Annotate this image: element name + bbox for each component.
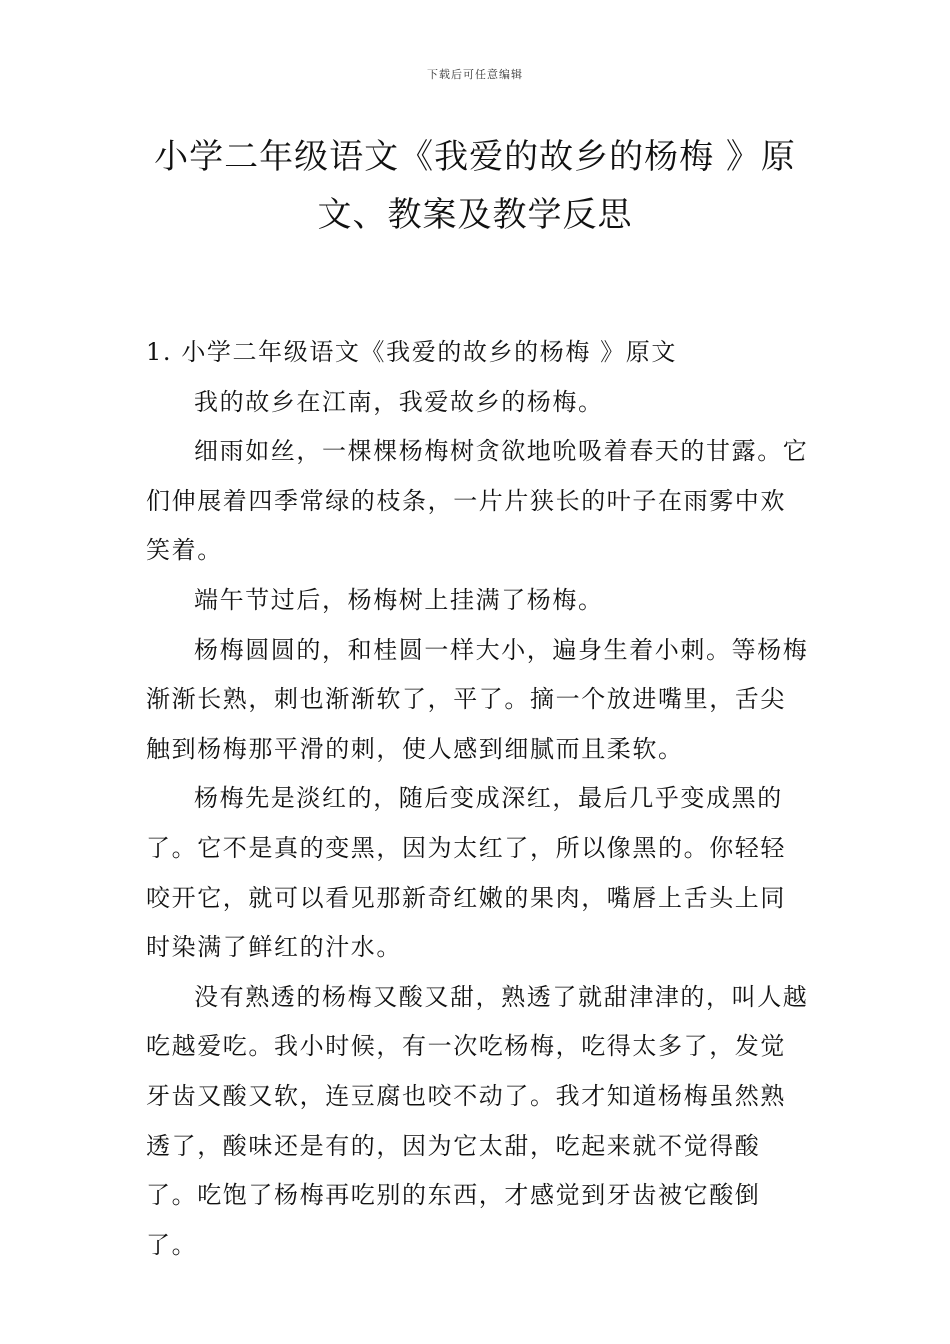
paragraph: 杨梅先是淡红的，随后变成深红，最后几乎变成黑的了。它不是真的变黑，因为太红了，所以像黑的。你轻轻咬开它，就可以看见那新奇红嫩的果肉，嘴唇上舌头上同时染满了鲜红的汁水。 [146, 784, 786, 962]
paragraph: 我的故乡在江南，我爱故乡的杨梅。 [194, 387, 604, 416]
paragraph: 没有熟透的杨梅又酸又甜，熟透了就甜津津的，叫人越吃越爱吃。我小时候，有一次吃杨梅，吃得太多了，发觉牙齿又酸又软，连豆腐也咬不动了。我才知道杨梅虽然熟透了，酸味还是有的，因为它太甜，吃起来就不觉得酸了。吃饱了杨梅再吃别的东西，才感觉到牙齿被它酸倒了。 [146, 982, 809, 1259]
paragraph: 端午节过后，杨梅树上挂满了杨梅。 [194, 585, 604, 614]
section-heading: 1. 小学二年级语文《我爱的故乡的杨梅 》原文 [146, 338, 677, 366]
paragraph: 细雨如丝，一棵棵杨梅树贪欲地吮吸着春天的甘露。它们伸展着四季常绿的枝条，一片片狭长的叶子在雨雾中欢笑着。 [146, 437, 809, 565]
header-note: 下载后可任意编辑 [427, 68, 523, 81]
document-title-line-2: 文、教案及教学反思 [317, 195, 633, 235]
document-body [146, 328, 810, 1270]
document-title [130, 128, 820, 244]
document-title-line-1: 小学二年级语文《我爱的故乡的杨梅 》原 [154, 137, 796, 177]
paragraph: 杨梅圆圆的，和桂圆一样大小，遍身生着小刺。等杨梅渐渐长熟，刺也渐渐软了，平了。摘一个放进嘴里，舌尖触到杨梅那平滑的刺，使人感到细腻而且柔软。 [146, 635, 809, 763]
